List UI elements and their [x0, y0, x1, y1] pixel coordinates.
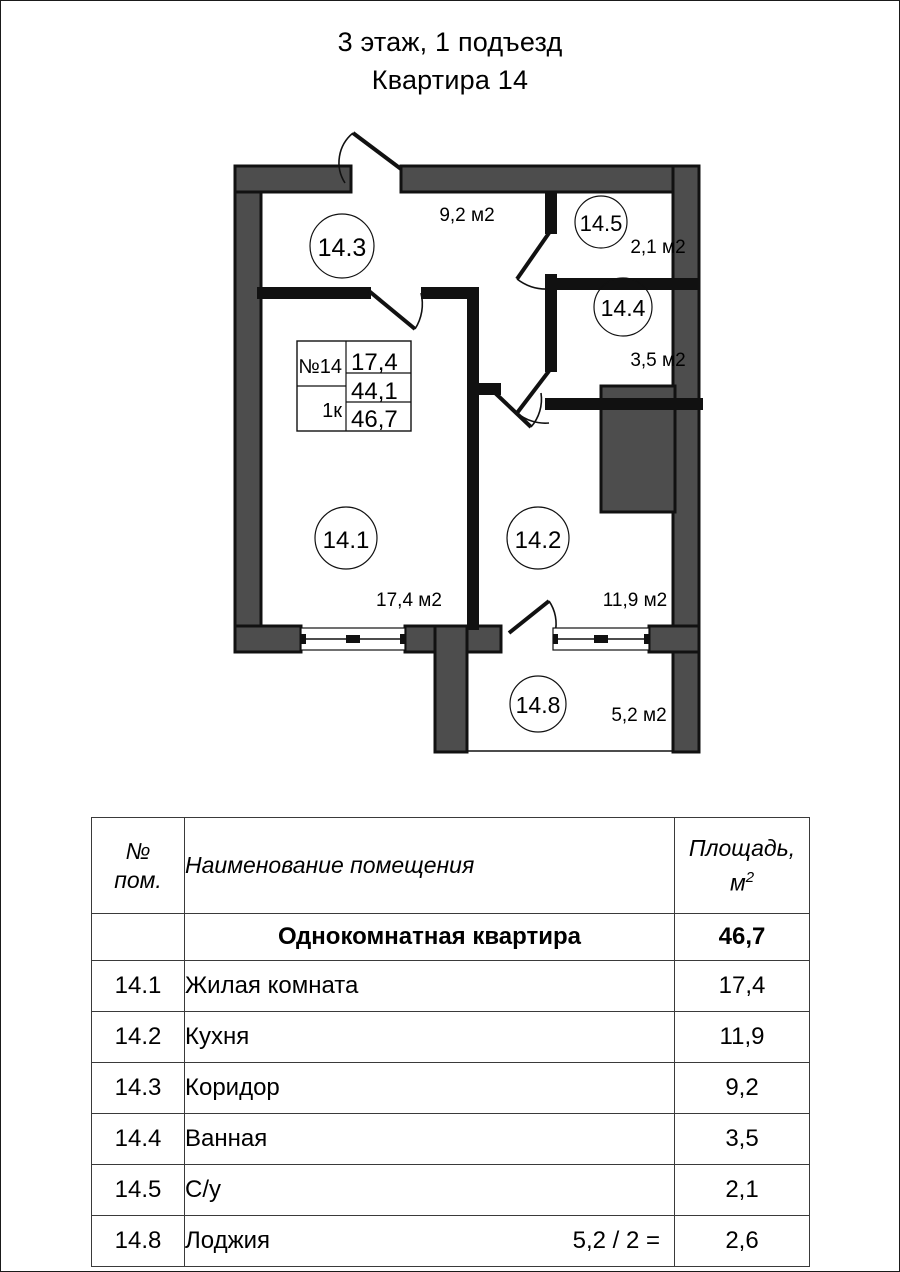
- area-label-14-4: 3,5 м2: [630, 350, 686, 371]
- row-note: 5,2 / 2 =: [572, 1227, 660, 1254]
- row-name-text: Лоджия: [185, 1227, 271, 1254]
- row-number: 14.1: [92, 961, 185, 1012]
- exterior-wall-bottom-left: [235, 626, 301, 652]
- header-room-number-line1: №: [125, 837, 151, 864]
- title-floor-entrance: 3 этаж, 1 подъезд: [337, 27, 563, 57]
- table-row: [92, 1063, 810, 1114]
- stamp-living-area: 17,4: [351, 349, 398, 376]
- row-name-text: Ванная: [185, 1125, 268, 1152]
- row-area: 2,1: [675, 1165, 810, 1216]
- stamp-apartment-number: №14: [298, 356, 342, 378]
- door-entry-leaf: [353, 133, 401, 169]
- room-number-14-8: 14.8: [515, 692, 561, 718]
- table-header-row: [92, 818, 810, 914]
- table-row: [92, 1114, 810, 1165]
- partition-living-kitchen: [467, 287, 479, 630]
- door-loggia-leaf: [509, 601, 549, 633]
- header-room-area-line2: $м^2$: [729, 868, 755, 896]
- row-name: [185, 1216, 675, 1267]
- room-number-14-1: 14.1: [322, 527, 370, 554]
- total-row-area: 46,7: [675, 914, 810, 961]
- room-marker-14-2: [507, 507, 569, 569]
- loggia-divider-wall: [435, 626, 467, 752]
- partition-bath-left-upper: [545, 290, 557, 372]
- stamp-area-total: 46,7: [351, 406, 398, 433]
- floor-plan-drawing: [1, 111, 899, 791]
- door-living-leaf: [369, 291, 415, 329]
- exterior-wall-left: [235, 166, 261, 652]
- page-title: [1, 23, 899, 99]
- total-row-name: Однокомнатная квартира: [185, 914, 675, 961]
- room-marker-14-8: [510, 676, 566, 732]
- area-label-14-8: 5,2 м2: [611, 705, 667, 726]
- row-number: 14.2: [92, 1012, 185, 1063]
- row-area: 3,5: [675, 1114, 810, 1165]
- row-name-text: Кухня: [185, 1023, 250, 1050]
- row-number: 14.3: [92, 1063, 185, 1114]
- row-name-text: Коридор: [185, 1074, 280, 1101]
- partition-wc-left-upper: [545, 192, 557, 234]
- row-number: 14.5: [92, 1165, 185, 1216]
- row-name: [185, 1063, 675, 1114]
- row-name: [185, 1114, 675, 1165]
- room-number-14-5: 14.5: [579, 211, 623, 236]
- area-label-14-1: 17,4 м2: [376, 590, 442, 611]
- room-schedule-table: [91, 817, 810, 1267]
- row-name-text: С/у: [185, 1176, 221, 1203]
- table-row: [92, 1165, 810, 1216]
- row-name: [185, 1165, 675, 1216]
- table-row: [92, 1216, 810, 1267]
- exterior-wall-top-left: [235, 166, 351, 192]
- exterior-wall-top-right: [401, 166, 699, 192]
- door-kitchen-leaf: [493, 391, 531, 427]
- door-bath-leaf: [517, 371, 549, 413]
- header-room-name: Наименование помещения: [185, 818, 675, 914]
- area-label-14-3: 9,2 м2: [439, 205, 495, 226]
- row-name-text: Жилая комната: [185, 972, 359, 999]
- area-label-14-2: 11,9 м2: [602, 590, 668, 611]
- row-area: 17,4: [675, 961, 810, 1012]
- door-living-arc: [415, 293, 422, 329]
- row-area: 11,9: [675, 1012, 810, 1063]
- total-row-number: [92, 914, 185, 961]
- header-room-number: [92, 818, 185, 914]
- row-number: 14.8: [92, 1216, 185, 1267]
- room-marker-14-3: [310, 214, 374, 278]
- partition-wc-bath: [557, 278, 699, 290]
- header-area-superscript: 2: [745, 868, 755, 886]
- room-marker-14-5: [575, 196, 627, 248]
- header-room-area: [675, 818, 810, 914]
- partition-corridor-living: [257, 287, 371, 299]
- title-apartment: Квартира 14: [371, 65, 529, 95]
- room-marker-14-1: [315, 507, 377, 569]
- row-name: [185, 1012, 675, 1063]
- room-number-14-2: 14.2: [514, 527, 562, 554]
- table-row-total: [92, 914, 810, 961]
- stamp-rooms-label: 1к: [322, 400, 342, 422]
- row-name: [185, 961, 675, 1012]
- header-room-number-line2: пом.: [114, 866, 162, 893]
- window-living-room: [301, 628, 405, 650]
- door-wc-arc: [517, 279, 549, 289]
- stamp-area-no-loggia: 44,1: [351, 378, 398, 405]
- door-wc-leaf: [517, 233, 549, 279]
- row-area: 9,2: [675, 1063, 810, 1114]
- room-number-14-3: 14.3: [317, 234, 367, 262]
- partition-wc-left-lower: [545, 274, 557, 290]
- partition-bath-bottom: [545, 398, 703, 410]
- header-room-area-line1: Площадь,: [688, 834, 796, 861]
- exterior-wall-bottom-right: [649, 626, 699, 652]
- row-number: 14.4: [92, 1114, 185, 1165]
- table-row: [92, 961, 810, 1012]
- window-kitchen: [553, 628, 649, 650]
- table-row: [92, 1012, 810, 1063]
- row-area: 2,6: [675, 1216, 810, 1267]
- room-number-14-4: 14.4: [600, 295, 646, 321]
- area-label-14-5: 2,1 м2: [630, 237, 686, 258]
